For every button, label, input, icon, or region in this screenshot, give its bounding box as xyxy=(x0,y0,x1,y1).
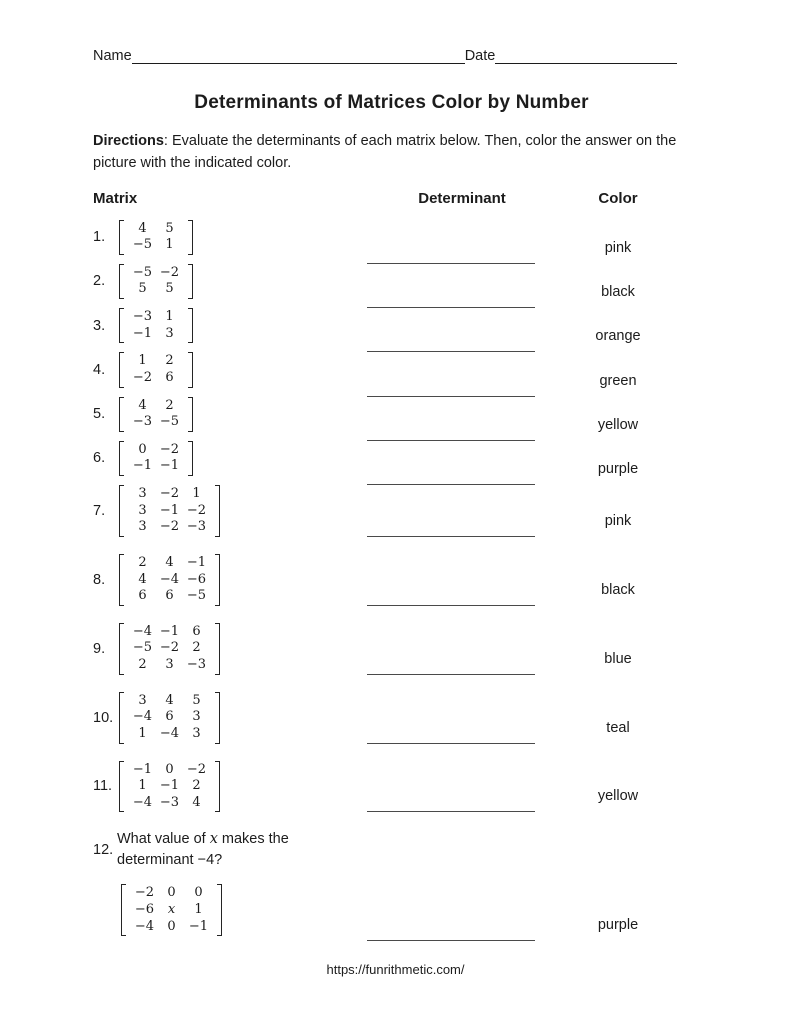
matrix-entry: −3 xyxy=(159,794,180,810)
matrix-entry: 6 xyxy=(165,588,174,604)
problem-number: 10. xyxy=(93,709,114,726)
matrix-entry: 4 xyxy=(138,571,147,587)
matrix-entry: −1 xyxy=(186,554,207,570)
matrix-entry: 6 xyxy=(165,369,174,385)
determinant-cell xyxy=(367,351,557,352)
problems-list xyxy=(93,220,690,942)
matrix xyxy=(119,692,220,744)
matrix-grid xyxy=(124,485,215,537)
matrix-entry: −4 xyxy=(132,794,153,810)
color-cell xyxy=(557,461,679,485)
color-label: purple xyxy=(597,461,639,477)
determinant-answer-line[interactable] xyxy=(367,811,535,812)
matrix-entry: −5 xyxy=(132,237,153,253)
determinant-answer-line[interactable] xyxy=(367,536,535,537)
matrix-entry: 6 xyxy=(138,588,147,604)
matrix xyxy=(119,441,193,476)
matrix-entry: −1 xyxy=(159,623,180,639)
color-cell xyxy=(557,788,679,812)
matrix-entry: 6 xyxy=(192,623,201,639)
matrix-entry: 4 xyxy=(138,397,147,413)
right-bracket-icon xyxy=(215,485,220,537)
right-bracket-icon xyxy=(188,397,193,432)
color-cell xyxy=(557,651,679,675)
matrix-entry: −3 xyxy=(132,309,153,324)
matrix-entry: 0 xyxy=(167,885,176,901)
color-label: yellow xyxy=(597,416,639,433)
matrix-entry: −3 xyxy=(186,519,207,535)
matrix xyxy=(119,761,220,813)
matrix-entry: 5 xyxy=(165,281,174,297)
determinant-cell xyxy=(367,484,557,485)
matrix-entry: −2 xyxy=(159,441,180,457)
matrix-entry: 1 xyxy=(192,486,201,501)
right-bracket-icon xyxy=(215,692,220,744)
matrix-entry: 2 xyxy=(192,778,201,794)
color-cell xyxy=(557,513,679,537)
determinant-cell xyxy=(367,605,557,606)
determinant-answer-line[interactable] xyxy=(367,484,535,485)
matrix-entry: −4 xyxy=(132,623,153,639)
matrix-entry: −1 xyxy=(159,458,180,474)
matrix-entry: 3 xyxy=(138,502,147,518)
problem-row xyxy=(93,623,690,675)
determinant-cell xyxy=(367,811,557,812)
determinant-cell xyxy=(367,263,557,264)
matrix-entry: 3 xyxy=(138,519,147,535)
right-bracket-icon xyxy=(188,220,193,255)
problem-row xyxy=(93,397,690,441)
matrix-entry: −3 xyxy=(186,657,207,672)
matrix-entry: 4 xyxy=(138,220,147,236)
color-label: pink xyxy=(604,512,632,529)
name-fill-line[interactable] xyxy=(132,49,465,64)
matrix-column-header: Matrix xyxy=(93,189,138,207)
color-cell xyxy=(557,417,679,441)
color-column-header: Color xyxy=(598,189,638,207)
problem-row xyxy=(93,692,690,744)
right-bracket-icon xyxy=(188,441,193,476)
matrix-entry: −1 xyxy=(132,325,153,341)
matrix-entry: 1 xyxy=(138,725,147,741)
matrix-grid xyxy=(124,264,188,299)
matrix-entry: 2 xyxy=(138,657,147,672)
problem-row xyxy=(93,761,690,813)
matrix-entry: −2 xyxy=(132,369,153,385)
problem-number: 6. xyxy=(93,450,106,467)
matrix-grid xyxy=(124,623,215,675)
matrix-entry: −2 xyxy=(186,761,207,777)
right-bracket-icon xyxy=(188,308,193,343)
matrix-grid xyxy=(124,554,215,606)
matrix-entry: −4 xyxy=(134,918,155,934)
problem-number: 8. xyxy=(93,571,106,588)
color-label: yellow xyxy=(597,788,639,805)
matrix-cell xyxy=(93,554,367,606)
problem-row xyxy=(93,352,690,396)
matrix-entry: −1 xyxy=(132,761,153,777)
matrix-entry: x xyxy=(167,902,176,918)
directions-body: : Evaluate the determinants of each matrix below. Then, color the answer on the picture with the indicated color. xyxy=(93,133,677,171)
matrix-entry: 5 xyxy=(165,220,174,236)
matrix-grid xyxy=(124,692,215,744)
problem-row xyxy=(93,264,690,308)
matrix-entry: −2 xyxy=(134,885,155,901)
matrix-entry: 2 xyxy=(192,640,201,656)
color-cell xyxy=(557,284,679,308)
matrix-entry: −5 xyxy=(186,588,207,604)
matrix-grid xyxy=(126,884,217,936)
color-label: orange xyxy=(595,328,641,345)
problem-number: 11. xyxy=(93,778,113,795)
matrix-entry: 1 xyxy=(165,309,174,324)
matrix-entry: −5 xyxy=(132,264,153,280)
problem-heading xyxy=(93,397,367,432)
matrix-cell xyxy=(93,397,367,441)
determinant-cell xyxy=(367,307,557,308)
matrix-entry: 1 xyxy=(138,353,147,369)
matrix xyxy=(119,264,193,299)
matrix-grid xyxy=(124,220,188,255)
color-label: green xyxy=(599,372,637,389)
matrix-grid xyxy=(124,761,215,813)
matrix-cell xyxy=(93,761,367,813)
problem-number: 2. xyxy=(93,273,106,290)
matrix-entry: 3 xyxy=(165,657,174,672)
right-bracket-icon xyxy=(215,554,220,606)
problem-heading xyxy=(93,623,367,675)
right-bracket-icon xyxy=(188,352,193,387)
problem-heading xyxy=(93,308,367,343)
matrix-entry: 0 xyxy=(167,918,176,934)
matrix-entry: 3 xyxy=(138,692,147,708)
name-date-header xyxy=(93,48,690,64)
matrix-entry: 3 xyxy=(192,709,201,725)
problem-row xyxy=(93,308,690,352)
matrix-entry: −4 xyxy=(159,571,180,587)
matrix xyxy=(119,485,220,537)
matrix-entry: −6 xyxy=(186,571,207,587)
matrix xyxy=(119,220,193,255)
right-bracket-icon xyxy=(188,264,193,299)
matrix-grid xyxy=(124,441,188,476)
matrix-entry: −2 xyxy=(186,502,207,518)
determinant-answer-line[interactable] xyxy=(367,351,535,352)
matrix-entry: 6 xyxy=(165,709,174,725)
determinant-cell xyxy=(367,440,557,441)
determinant-answer-line[interactable] xyxy=(367,440,535,441)
question-line1: What value of x makes the xyxy=(117,831,289,848)
problem-question xyxy=(117,829,289,871)
matrix xyxy=(119,623,220,675)
matrix-entry: 0 xyxy=(194,885,203,901)
matrix xyxy=(119,554,220,606)
problem-heading xyxy=(93,485,367,537)
matrix-cell xyxy=(93,352,367,396)
color-label: purple xyxy=(597,917,639,934)
matrix xyxy=(119,308,193,343)
color-cell xyxy=(557,240,679,264)
determinant-answer-line[interactable] xyxy=(367,674,535,675)
problem-number: 5. xyxy=(93,406,106,423)
matrix-entry: 1 xyxy=(138,778,147,794)
matrix-entry: −5 xyxy=(159,414,180,430)
matrix-entry: 5 xyxy=(138,281,147,297)
matrix-entry: 4 xyxy=(165,692,174,708)
color-label: black xyxy=(601,284,635,300)
color-cell xyxy=(557,720,679,744)
color-cell xyxy=(557,582,679,606)
matrix-entry: 0 xyxy=(165,761,174,777)
determinant-answer-line[interactable] xyxy=(367,263,535,264)
matrix-entry: −1 xyxy=(132,458,153,474)
problem-heading xyxy=(93,352,367,387)
determinant-cell xyxy=(367,396,557,397)
determinant-column-header: Determinant xyxy=(418,189,506,207)
problem-number: 7. xyxy=(93,502,106,519)
matrix-entry: −2 xyxy=(159,486,180,501)
color-label: black xyxy=(601,581,635,598)
directions-label: Directions xyxy=(93,133,164,149)
determinant-answer-line[interactable] xyxy=(367,307,535,308)
matrix-entry: 5 xyxy=(192,692,201,708)
problem-heading xyxy=(93,692,367,744)
matrix-grid xyxy=(124,308,188,343)
matrix-entry: 2 xyxy=(138,554,147,570)
matrix-cell xyxy=(93,692,367,744)
matrix-cell xyxy=(93,623,367,675)
question-line2: determinant −4? xyxy=(117,852,223,869)
problem-row xyxy=(93,441,690,485)
matrix-entry: 0 xyxy=(138,441,147,457)
matrix-entry: 3 xyxy=(138,486,147,501)
problem-number: 3. xyxy=(93,317,106,334)
color-label: blue xyxy=(604,650,632,667)
matrix-entry: 4 xyxy=(165,554,174,570)
right-bracket-icon xyxy=(217,884,222,936)
matrix-entry: 1 xyxy=(194,902,203,918)
color-cell xyxy=(557,373,679,397)
matrix-cell xyxy=(93,308,367,352)
determinant-cell xyxy=(367,743,557,744)
determinant-cell xyxy=(367,536,557,537)
matrix-cell xyxy=(93,829,367,941)
date-label: Date xyxy=(464,48,496,64)
matrix-entry: 3 xyxy=(165,325,174,341)
matrix-entry: 1 xyxy=(165,237,174,253)
matrix-grid xyxy=(124,397,188,432)
problem-heading xyxy=(93,761,367,813)
problem-heading xyxy=(93,264,367,299)
matrix xyxy=(119,397,193,432)
matrix-entry: −5 xyxy=(132,640,153,656)
problem-heading xyxy=(93,220,367,255)
matrix-entry: −6 xyxy=(134,902,155,918)
matrix-entry: −4 xyxy=(159,725,180,741)
color-cell xyxy=(557,917,679,941)
matrix-entry: −1 xyxy=(188,918,209,934)
matrix-entry: 4 xyxy=(192,794,201,810)
matrix-entry: 3 xyxy=(192,725,201,741)
matrix-entry: 2 xyxy=(165,397,174,413)
matrix-entry: −2 xyxy=(159,264,180,280)
matrix xyxy=(119,352,193,387)
matrix-entry: −2 xyxy=(159,640,180,656)
matrix-entry: −2 xyxy=(159,519,180,535)
matrix-grid xyxy=(124,352,188,387)
problem-row xyxy=(93,554,690,606)
right-bracket-icon xyxy=(215,761,220,813)
color-label: teal xyxy=(606,719,630,736)
determinant-cell xyxy=(367,674,557,675)
determinant-answer-line[interactable] xyxy=(367,605,535,606)
right-bracket-icon xyxy=(215,623,220,675)
matrix-cell xyxy=(93,485,367,537)
name-label: Name xyxy=(93,48,132,64)
color-label: pink xyxy=(604,239,632,256)
determinant-answer-line[interactable] xyxy=(367,396,535,397)
column-headers xyxy=(93,190,690,207)
matrix xyxy=(121,884,222,936)
determinant-answer-line[interactable] xyxy=(367,743,535,744)
matrix-entry: −1 xyxy=(159,778,180,794)
directions-text xyxy=(93,131,678,175)
page-title: Determinants of Matrices Color by Number xyxy=(194,92,589,113)
matrix-cell xyxy=(93,264,367,308)
problem-number: 12. xyxy=(93,842,114,859)
color-cell xyxy=(557,328,679,352)
matrix-cell xyxy=(93,441,367,485)
determinant-cell xyxy=(367,940,557,941)
problem-heading xyxy=(93,441,367,476)
matrix-entry: −3 xyxy=(132,414,153,430)
matrix-cell xyxy=(93,220,367,264)
matrix-entry: 2 xyxy=(165,353,174,369)
problem-number: 9. xyxy=(93,640,106,657)
problem-row xyxy=(93,829,690,941)
date-fill-line[interactable] xyxy=(495,49,677,64)
problem-row xyxy=(93,220,690,264)
matrix-entry: −1 xyxy=(159,502,180,518)
problem-heading xyxy=(93,829,367,871)
problem-number: 1. xyxy=(93,229,106,246)
problem-row xyxy=(93,485,690,537)
determinant-answer-line[interactable] xyxy=(367,940,535,941)
footer-url: https://funrithmetic.com/ xyxy=(326,962,465,977)
problem-number: 4. xyxy=(93,361,106,378)
problem-heading xyxy=(93,554,367,606)
matrix-entry: −4 xyxy=(132,709,153,725)
